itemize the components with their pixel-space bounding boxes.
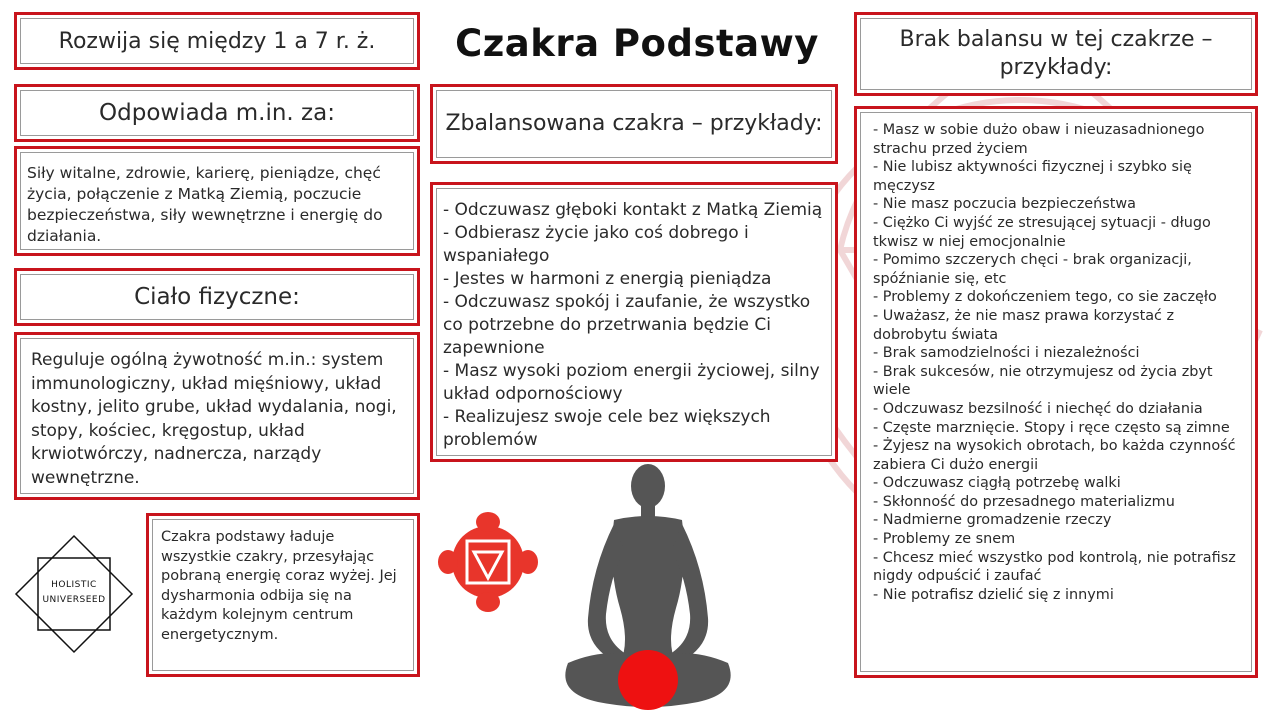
imbalance-heading: Brak balansu w tej czakrze – przykłady: bbox=[899, 27, 1213, 80]
logo-line-1: HOLISTIC bbox=[51, 580, 97, 590]
imbalance-item: - Nie potrafisz dzielić się z innymi bbox=[873, 586, 1114, 603]
imbalance-item: - Nie masz poczucia bezpieczeństwa bbox=[873, 196, 1136, 213]
imbalance-item: - Odczuwasz bezsilność i niechęć do działania bbox=[873, 400, 1203, 417]
imbalance-item: - Brak samodzielności i niezależności bbox=[873, 345, 1140, 362]
imbalance-item: - Pomimo szczerych chęci - brak organizacji, spóźnianie się, etc bbox=[873, 252, 1192, 287]
responsible-heading: Odpowiada m.in. za: bbox=[99, 100, 335, 126]
balanced-item: - Odbierasz życie jako coś dobrego i wspaniałego bbox=[443, 223, 749, 266]
imbalance-item: - Brak sukcesów, nie otrzymujesz od życia zbyt wiele bbox=[873, 363, 1213, 399]
note-box bbox=[146, 513, 420, 677]
body-text: Reguluje ogólną żywotność m.in.: system immunologiczny, układ mięśniowy, układ kostny, jelito grube, układ wydalania, nogi, stopy, kościec, kręgostup, układ krwiotwórczy, nadnercza, narządy wewnętrzne. bbox=[31, 350, 397, 488]
imbalance-item: - Odczuwasz ciągłą potrzebę walki bbox=[873, 475, 1121, 492]
balanced-item: - Jestes w harmoni z energią pieniądza bbox=[443, 269, 772, 289]
imbalance-item: - Żyjesz na wysokich obrotach, bo każda czynność zabiera Ci dużo energii bbox=[873, 438, 1236, 473]
note-text: Czakra podstawy ładuje wszystkie czakry, przesyłając pobraną energię coraz wyżej. Jej dysharmonia odbija się na każdym kolejnym centrum energetycznym. bbox=[161, 529, 397, 643]
age-box bbox=[14, 12, 420, 70]
imbalance-heading-box bbox=[854, 12, 1258, 96]
imbalance-item: - Problemy z dokończeniem tego, co sie zaczęło bbox=[873, 289, 1217, 306]
logo-line-2: UNIVERSEED bbox=[42, 595, 106, 605]
body-heading: Ciało fizyczne: bbox=[134, 284, 300, 310]
page-title: Czakra Podstawy bbox=[455, 22, 819, 65]
balanced-item: - Masz wysoki poziom energii życiowej, silny układ odpornościowy bbox=[443, 361, 820, 404]
imbalance-list bbox=[860, 112, 1252, 672]
imbalance-item: - Nie lubisz aktywności fizycznej i szybko się męczysz bbox=[873, 159, 1192, 194]
balanced-item: - Odczuwasz głęboki kontakt z Matką Ziemią bbox=[443, 200, 823, 220]
imbalance-item: - Skłonność do przesadnego materializmu bbox=[873, 493, 1175, 510]
balanced-list bbox=[436, 188, 832, 456]
balanced-item: - Odczuwasz spokój i zaufanie, że wszystko co potrzebne do przetrwania będzie Ci zapewnione bbox=[443, 292, 811, 358]
imbalance-item: - Chcesz mieć wszystko pod kontrolą, nie potrafisz nigdy odpuścić i zaufać bbox=[873, 549, 1236, 585]
imbalance-item: - Uważasz, że nie masz prawa korzystać z dobrobytu świata bbox=[873, 307, 1175, 343]
balanced-list-box bbox=[430, 182, 838, 462]
imbalance-item: - Częste marznięcie. Stopy i ręce często są zimne bbox=[873, 419, 1230, 436]
imbalance-item: - Problemy ze snem bbox=[873, 531, 1016, 548]
root-chakra-symbol-icon bbox=[434, 508, 542, 616]
responsible-text-box bbox=[14, 146, 420, 256]
responsible-text: Siły witalne, zdrowie, karierę, pieniądze, chęć życia, połączenie z Matką Ziemią, poczucie bezpieczeństwa, siły wewnętrzne i energię do działania. bbox=[27, 164, 383, 245]
body-text-box bbox=[14, 332, 420, 500]
holistic-universeed-logo bbox=[14, 534, 134, 654]
imbalance-item: - Nadmierne gromadzenie rzeczy bbox=[873, 512, 1112, 529]
imbalance-list-box bbox=[854, 106, 1258, 678]
imbalance-item: - Ciężko Ci wyjść ze stresującej sytuacji - długo tkwisz w niej emocjonalnie bbox=[873, 214, 1211, 250]
balanced-item: - Realizujesz swoje cele bez większych problemów bbox=[443, 407, 771, 450]
balanced-heading: Zbalansowana czakra – przykłady: bbox=[445, 111, 823, 136]
age-text: Rozwija się między 1 a 7 r. ż. bbox=[58, 28, 376, 54]
meditating-figure bbox=[548, 458, 748, 720]
balanced-heading-box bbox=[430, 84, 838, 164]
body-heading-box bbox=[14, 268, 420, 326]
responsible-heading-box bbox=[14, 84, 420, 142]
imbalance-item: - Masz w sobie dużo obaw i nieuzasadnionego strachu przed życiem bbox=[873, 122, 1205, 157]
